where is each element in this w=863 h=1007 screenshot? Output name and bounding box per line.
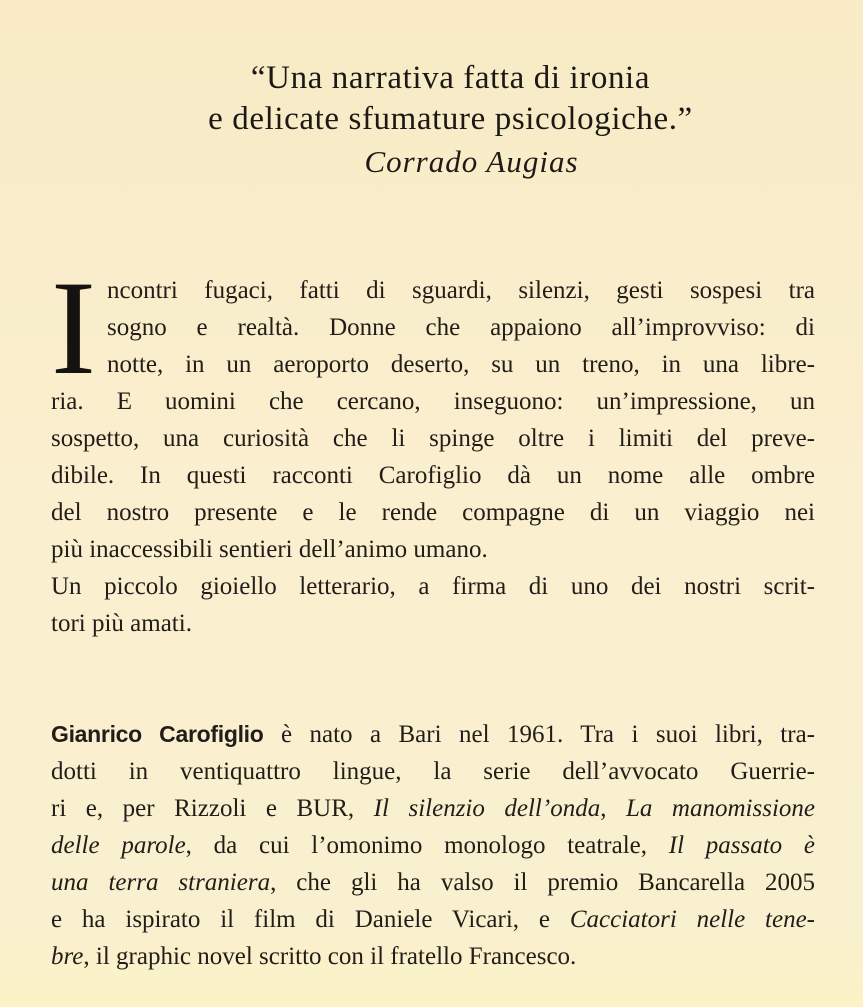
- quote-line: “Una narrativa fatta di ironia: [250, 60, 651, 96]
- quote-line: e delicate sfumature psicologiche.”: [208, 101, 693, 137]
- bio-line: [51, 938, 815, 975]
- bio-line: [51, 827, 815, 864]
- book-title: Il passato è: [668, 832, 816, 859]
- book-title: bre: [51, 943, 84, 970]
- blurb-paragraph: [51, 254, 815, 642]
- book-title: delle parole: [51, 832, 186, 859]
- bio-text: ,: [600, 795, 626, 822]
- bio-line: [51, 790, 815, 827]
- bio-text: , il graphic novel scritto con il fratello Francesco.: [83, 943, 577, 970]
- blurb-line: dibile. In questi racconti Carofiglio dà un nome alle ombre: [51, 462, 815, 489]
- blurb-line: tori più amati.: [51, 610, 192, 637]
- bio-text: , che gli ha valso il premio Bancarella 2005: [270, 869, 815, 896]
- blurb-line: Un piccolo gioiello letterario, a firma di uno dei nostri scrit-: [51, 573, 815, 600]
- book-title: una terra straniera: [51, 869, 271, 896]
- bio-text: ri e, per Rizzoli e BUR,: [51, 795, 374, 822]
- blurb-line: sogno e realtà. Donne che appaiono all’improvviso: di: [107, 314, 815, 341]
- bio-text: , da cui l’omonimo monologo teatrale,: [185, 832, 669, 859]
- blurb-line: del nostro presente e le rende compagne di un viaggio nei: [51, 499, 815, 526]
- bio-line: [51, 864, 815, 901]
- bio-line: [51, 901, 815, 938]
- author-bio: [51, 716, 815, 975]
- book-title: Cacciatori nelle tene-: [569, 906, 815, 933]
- quote-author: Corrado Augias: [364, 144, 579, 179]
- bio-text: e ha ispirato il film di Daniele Vicari, e: [51, 906, 570, 933]
- blurb-line: più inaccessibili sentieri dell’animo umano.: [51, 536, 488, 563]
- blurb-line: sospetto, una curiosità che li spinge oltre i limiti del preve-: [51, 425, 815, 452]
- bio-text: è nato a Bari nel 1961. Tra i suoi libri, tra-: [263, 721, 815, 748]
- blurb-line: notte, in un aeroporto deserto, su un treno, in una libre-: [107, 351, 815, 378]
- bio-line: dotti in ventiquattro lingue, la serie dell’avvocato Guerrie-: [51, 758, 815, 785]
- blurb-line: ncontri fugaci, fatti di sguardi, silenzi, gesti sospesi tra: [107, 277, 815, 304]
- book-title: La manomissione: [626, 795, 815, 822]
- drop-cap: I: [51, 254, 96, 403]
- bio-line: [51, 716, 815, 753]
- pull-quote: [0, 58, 863, 182]
- blurb-line: ria. E uomini che cercano, inseguono: un’impressione, un: [51, 388, 815, 415]
- author-name: Gianrico Carofiglio: [51, 721, 264, 747]
- book-title: Il silenzio dell’onda: [373, 795, 601, 822]
